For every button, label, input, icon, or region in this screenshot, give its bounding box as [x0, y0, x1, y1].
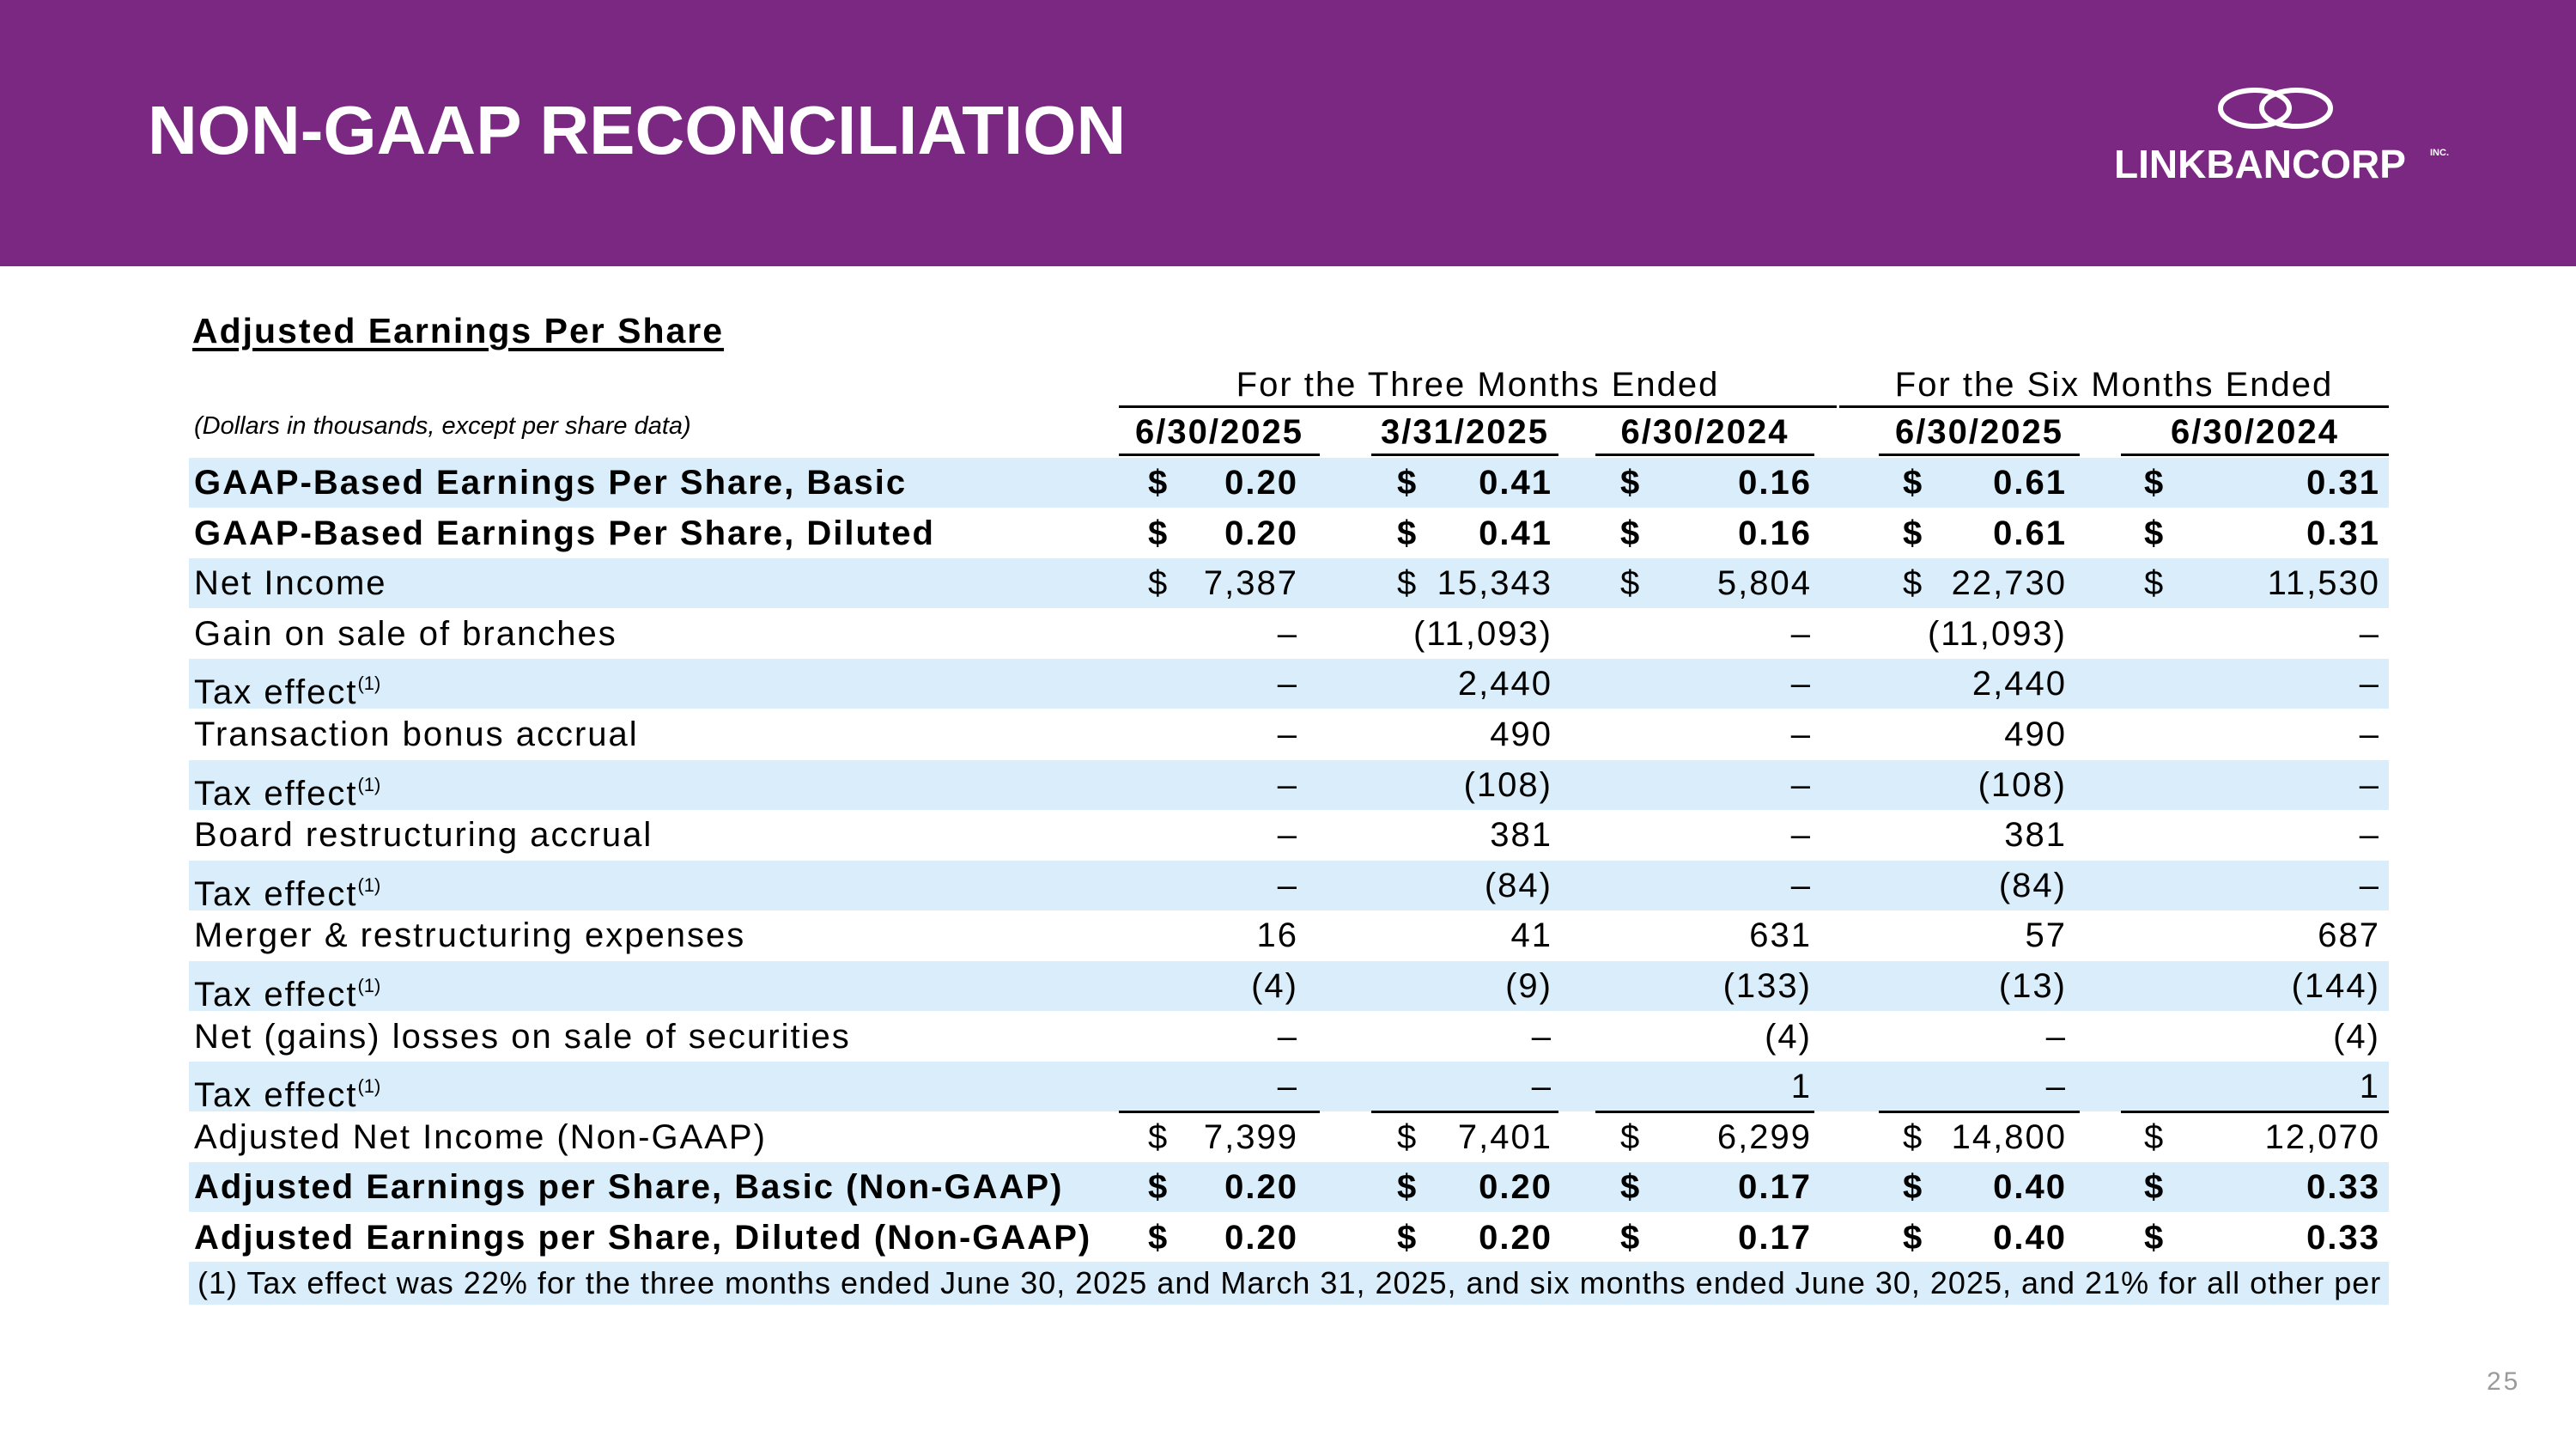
currency-symbol: $: [1148, 1118, 1168, 1156]
footnote-marker: (1): [357, 975, 381, 996]
cell-value: –: [1790, 766, 1812, 804]
currency-symbol: $: [1620, 464, 1640, 502]
cell-value: (11,093): [1927, 615, 2067, 653]
cell-value: 0.41: [1479, 464, 1552, 502]
cell-value: 6,299: [1716, 1118, 1812, 1156]
cell-value: 0.33: [2306, 1219, 2380, 1257]
row-label-text: Merger & restructuring expenses: [194, 916, 746, 954]
row-label-text: Tax effect: [194, 1076, 358, 1114]
currency-symbol: $: [1397, 1219, 1417, 1257]
currency-symbol: $: [1903, 514, 1923, 552]
cell-value: –: [1277, 867, 1298, 904]
cell-value: (9): [1505, 967, 1552, 1005]
cell-value: 0.31: [2306, 464, 2380, 502]
table-row: [189, 558, 2389, 608]
currency-symbol: $: [1620, 1168, 1640, 1206]
period-header: 3/31/2025: [1371, 411, 1558, 456]
currency-symbol: $: [1903, 1168, 1923, 1206]
cell-value: 1: [2359, 1068, 2380, 1105]
cell-value: 1: [1790, 1068, 1812, 1105]
currency-symbol: $: [1620, 564, 1640, 602]
row-label: [194, 508, 935, 558]
cell-value: –: [1790, 816, 1812, 854]
subtotal-rule: [1371, 1111, 1558, 1113]
table-row: [189, 760, 2389, 813]
row-label: [194, 760, 381, 813]
subtotal-rule: [1119, 1111, 1320, 1113]
cell-value: 0.20: [1224, 464, 1298, 502]
footnote-marker: (1): [357, 874, 381, 896]
cell-value: –: [1790, 665, 1812, 703]
subtotal-rule: [2121, 1111, 2389, 1113]
period-header: 6/30/2025: [1119, 411, 1320, 456]
cell-value: –: [2359, 715, 2380, 753]
logo-inc-mark: INC.: [2430, 148, 2449, 158]
currency-symbol: $: [1148, 1168, 1168, 1206]
cell-value: 0.17: [1738, 1168, 1812, 1206]
row-label-text: Board restructuring accrual: [194, 816, 653, 854]
row-label-text: Transaction bonus accrual: [194, 715, 639, 753]
cell-value: (84): [1998, 867, 2067, 904]
page-number: 25: [2487, 1367, 2521, 1396]
cell-value: –: [2359, 867, 2380, 904]
linkbancorp-logo: [2112, 84, 2456, 196]
cell-value: 0.16: [1738, 464, 1812, 502]
cell-value: (4): [2333, 1018, 2380, 1056]
cell-value: –: [1531, 1018, 1552, 1056]
footnote-bar: [189, 1262, 2389, 1305]
cell-value: –: [2359, 766, 2380, 804]
cell-value: 0.41: [1479, 514, 1552, 552]
cell-value: 490: [2004, 715, 2067, 753]
cell-value: 5,804: [1716, 564, 1812, 602]
footnote-marker: (1): [357, 774, 381, 795]
cell-value: 7,399: [1203, 1118, 1298, 1156]
cell-value: –: [1277, 715, 1298, 753]
cell-value: 0.20: [1479, 1219, 1552, 1257]
cell-value: –: [1277, 816, 1298, 854]
table-row: [189, 508, 2389, 558]
currency-symbol: $: [1903, 464, 1923, 502]
row-label-text: GAAP-Based Earnings Per Share, Diluted: [194, 514, 935, 552]
cell-value: (13): [1998, 967, 2067, 1005]
period-header: 6/30/2024: [1595, 411, 1814, 456]
row-label: [194, 810, 653, 860]
cell-value: 0.40: [1993, 1168, 2067, 1206]
currency-symbol: $: [1397, 1168, 1417, 1206]
row-label-text: Tax effect: [194, 673, 358, 711]
currency-symbol: $: [1620, 1118, 1640, 1156]
cell-value: 0.20: [1224, 514, 1298, 552]
currency-symbol: $: [1148, 564, 1168, 602]
cell-value: (144): [2291, 967, 2380, 1005]
currency-symbol: $: [1903, 1219, 1923, 1257]
row-label-text: Tax effect: [194, 976, 358, 1014]
cell-value: 11,530: [2267, 564, 2380, 602]
footnote-marker: (1): [357, 1075, 381, 1097]
currency-symbol: $: [2144, 1168, 2164, 1206]
cell-value: 41: [1510, 916, 1552, 954]
table-row: [189, 659, 2389, 709]
cell-value: (133): [1722, 967, 1812, 1005]
footnote-marker: (1): [357, 673, 381, 694]
cell-value: 57: [2025, 916, 2067, 954]
cell-value: 490: [1490, 715, 1552, 753]
row-label-text: Net Income: [194, 564, 387, 602]
cell-value: –: [1277, 1018, 1298, 1056]
table-row: [189, 910, 2389, 960]
currency-symbol: $: [1397, 464, 1417, 502]
header-banner: [0, 0, 2576, 266]
cell-value: 687: [2318, 916, 2380, 954]
cell-value: 631: [1749, 916, 1812, 954]
cell-value: –: [1531, 1068, 1552, 1105]
cell-value: –: [2359, 665, 2380, 703]
table-row: [189, 1012, 2389, 1062]
cell-value: 22,730: [1951, 564, 2067, 602]
currency-symbol: $: [1903, 564, 1923, 602]
cell-value: –: [2359, 816, 2380, 854]
cell-value: 0.20: [1224, 1168, 1298, 1206]
cell-value: –: [2045, 1018, 2067, 1056]
table-row: [189, 709, 2389, 759]
row-label-text: Gain on sale of branches: [194, 615, 617, 653]
currency-symbol: $: [1148, 464, 1168, 502]
table-row: [189, 1162, 2389, 1212]
section-title: Adjusted Earnings Per Share: [192, 311, 725, 350]
period-header: 6/30/2024: [2121, 411, 2389, 456]
cell-value: 0.16: [1738, 514, 1812, 552]
row-label-text: Tax effect: [194, 875, 358, 913]
cell-value: –: [2359, 615, 2380, 653]
currency-symbol: $: [2144, 1219, 2164, 1257]
cell-value: 12,070: [2264, 1118, 2380, 1156]
logo-wordmark: LINKBANCORP: [2114, 142, 2406, 186]
cell-value: 381: [1490, 816, 1552, 854]
currency-symbol: $: [1397, 564, 1417, 602]
currency-symbol: $: [1148, 514, 1168, 552]
cell-value: –: [2045, 1068, 2067, 1105]
cell-value: 0.20: [1224, 1219, 1298, 1257]
cell-value: –: [1277, 615, 1298, 653]
table-row: [189, 458, 2389, 508]
table-row: [189, 810, 2389, 860]
subtotal-rule: [1595, 1111, 1814, 1113]
row-label: [194, 609, 617, 659]
table-row: [189, 861, 2389, 913]
row-label: [194, 1012, 851, 1062]
cell-value: –: [1790, 715, 1812, 753]
row-label: [194, 1213, 1091, 1263]
period-header: 6/30/2025: [1879, 411, 2080, 456]
logo-rings-icon: [2212, 84, 2339, 132]
table-row: [189, 1062, 2389, 1114]
currency-symbol: $: [2144, 1118, 2164, 1156]
cell-value: (4): [1251, 967, 1298, 1005]
currency-symbol: $: [2144, 564, 2164, 602]
currency-symbol: $: [1620, 514, 1640, 552]
table-row: [189, 609, 2389, 659]
row-label-text: Adjusted Earnings per Share, Diluted (Non-GAAP): [194, 1219, 1092, 1257]
currency-symbol: $: [2144, 464, 2164, 502]
cell-value: 7,387: [1203, 564, 1298, 602]
cell-value: 0.61: [1993, 464, 2067, 502]
table-row: [189, 961, 2389, 1014]
cell-value: (11,093): [1413, 615, 1552, 653]
row-label-text: Adjusted Net Income (Non-GAAP): [194, 1118, 767, 1156]
row-label-text: Net (gains) losses on sale of securities: [194, 1018, 851, 1056]
cell-value: 0.20: [1479, 1168, 1552, 1206]
row-label-text: Tax effect: [194, 775, 358, 813]
cell-value: 16: [1256, 916, 1298, 954]
currency-symbol: $: [1397, 1118, 1417, 1156]
footnote-text: (1) Tax effect was 22% for the three months ended June 30, 2025 and March 31, 2025, and six months ended June 30, 2025, and 21% for all other per: [197, 1265, 2382, 1300]
row-label: [194, 861, 381, 913]
three-months-group-header: For the Three Months Ended: [1119, 364, 1837, 408]
cell-value: –: [1277, 665, 1298, 703]
row-label: [194, 1062, 381, 1114]
page-title: NON-GAAP RECONCILIATION: [148, 92, 1127, 168]
cell-value: 0.61: [1993, 514, 2067, 552]
cell-value: –: [1790, 867, 1812, 904]
cell-value: 0.40: [1993, 1219, 2067, 1257]
currency-symbol: $: [1397, 514, 1417, 552]
row-label: [194, 910, 745, 960]
currency-symbol: $: [2144, 514, 2164, 552]
cell-value: 2,440: [1971, 665, 2067, 703]
cell-value: (108): [1463, 766, 1552, 804]
units-note: (Dollars in thousands, except per share data): [194, 412, 691, 440]
subtotal-rule: [1879, 1111, 2080, 1113]
currency-symbol: $: [1903, 1118, 1923, 1156]
cell-value: 2,440: [1457, 665, 1552, 703]
row-label: [194, 1162, 1063, 1212]
row-label: [194, 659, 380, 709]
row-label-text: Adjusted Earnings per Share, Basic (Non-GAAP): [194, 1168, 1064, 1206]
cell-value: 0.31: [2306, 514, 2380, 552]
cell-value: 15,343: [1437, 564, 1552, 602]
cell-value: 381: [2004, 816, 2067, 854]
cell-value: (4): [1765, 1018, 1812, 1056]
row-label-text: GAAP-Based Earnings Per Share, Basic: [194, 464, 908, 502]
row-label: [194, 961, 381, 1014]
table-row: [189, 1213, 2389, 1263]
cell-value: –: [1277, 1068, 1298, 1105]
cell-value: –: [1790, 615, 1812, 653]
row-label: [194, 1112, 767, 1162]
cell-value: –: [1277, 766, 1298, 804]
cell-value: 0.33: [2306, 1168, 2380, 1206]
cell-value: 7,401: [1457, 1118, 1552, 1156]
cell-value: (84): [1484, 867, 1552, 904]
row-label: [194, 458, 907, 508]
cell-value: 14,800: [1951, 1118, 2067, 1156]
currency-symbol: $: [1148, 1219, 1168, 1257]
cell-value: 0.17: [1738, 1219, 1812, 1257]
currency-symbol: $: [1620, 1219, 1640, 1257]
row-label: [194, 558, 387, 608]
row-label: [194, 709, 639, 759]
table-row: [189, 1112, 2389, 1162]
six-months-group-header: For the Six Months Ended: [1839, 364, 2389, 408]
cell-value: (108): [1978, 766, 2067, 804]
